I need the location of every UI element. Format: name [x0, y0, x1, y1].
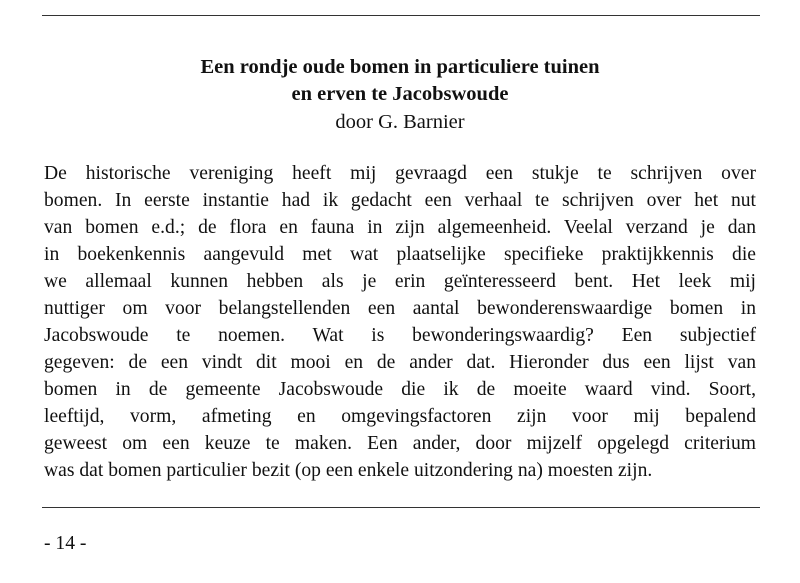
body-line: bomen. In eerste instantie had ik gedacht een verhaal te schrijven over het nut [44, 190, 756, 211]
body-line: was dat bomen particulier bezit (op een enkele uitzondering na) moesten zijn. [44, 460, 653, 481]
article-title-line-1: Een rondje oude bomen in particuliere tuinen [200, 56, 600, 78]
body-line: gegeven: de een vindt dit mooi en de ander dat. Hieronder dus een lijst van [44, 352, 756, 373]
page-number: - 14 - [44, 533, 87, 554]
body-line: van bomen e.d.; de flora en fauna in zijn algemeenheid. Veelal verzand je dan [44, 217, 756, 238]
article-title-line-2: en erven te Jacobswoude [291, 83, 509, 105]
body-line: we allemaal kunnen hebben als je erin geïnteresseerd bent. Het leek mij [44, 271, 756, 292]
body-line: nuttiger om voor belangstellenden een aantal bewonderenswaardige bomen in [44, 298, 756, 319]
body-line: Jacobswoude te noemen. Wat is bewonderingswaardig? Een subjectief [44, 325, 756, 346]
article-body [44, 160, 756, 484]
body-line: geweest om een keuze te maken. Een ander, door mijzelf opgelegd criterium [44, 433, 756, 454]
top-divider [42, 15, 760, 16]
body-line: De historische vereniging heeft mij gevraagd een stukje te schrijven over [44, 163, 756, 184]
article-byline: door G. Barnier [335, 111, 465, 133]
body-line: leeftijd, vorm, afmeting en omgevingsfactoren zijn voor mij bepalend [44, 406, 756, 427]
body-line: in boekenkennis aangevuld met wat plaatselijke specifieke praktijkkennis die [44, 244, 756, 265]
body-line: bomen in de gemeente Jacobswoude die ik de moeite waard vind. Soort, [44, 379, 756, 400]
bottom-divider [42, 507, 760, 508]
